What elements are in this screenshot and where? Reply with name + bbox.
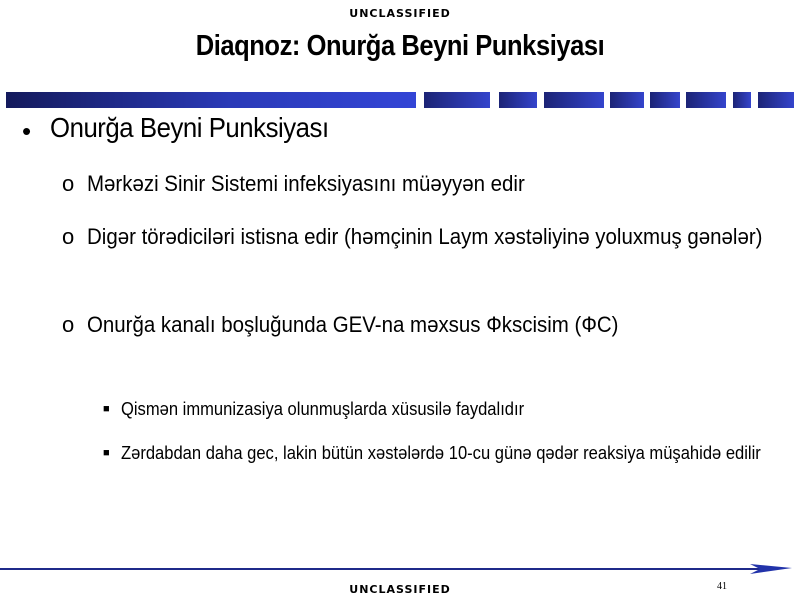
band-segment [733,92,751,108]
bullet-marker: ■ [103,403,110,415]
bullet-level2 [62,308,762,341]
band-main-bar [6,92,416,108]
page-number: 41 [717,581,727,592]
classification-bottom: UNCLASSIFIED [349,583,451,596]
bullet-text: Onurğa kanalı boşluğunda GEV-na mǝxsus Фkscisim (ФC) [87,312,619,337]
bullet-level3 [103,395,763,423]
bullet-level2 [62,220,762,253]
slide-title: Diaqnoz: Onurğa Beyni Punksiyası [195,30,605,62]
band-segment [499,92,537,108]
band-segment [610,92,644,108]
band-segment [650,92,680,108]
bullet-level3 [103,439,763,467]
band-segment [758,92,794,108]
bullet-marker: o [62,224,75,249]
bottom-rule [0,563,800,577]
bullet-level2 [62,167,762,200]
bullet-text: Mǝrkǝzi Sinir Sistemi infeksiyasını müǝyyǝn edir [87,171,525,196]
bullet-text: Qismǝn immunizasiya olunmuşlarda xüsusilǝ faydalıdır [121,399,525,419]
bullet-marker: • [22,116,31,146]
title-band [6,92,794,108]
bullet-text: Zǝrdabdan daha gec, lakin bütün xǝstǝlǝrdǝ 10-cu günǝ qǝdǝr reaksiya müşahidǝ edilir [121,443,761,463]
bullet-text: Digǝr törǝdicilǝri istisna edir (hǝmçinin Laym xǝstǝliyinǝ yoluxmuş gǝnǝlǝr) [87,224,763,249]
bullet-text: Onurğa Beyni Punksiyası [50,112,329,143]
band-segment [544,92,604,108]
bullet-marker: o [62,312,75,337]
bullet-marker: o [62,171,75,196]
band-segment [686,92,726,108]
classification-top: UNCLASSIFIED [349,7,451,20]
band-segment [424,92,490,108]
bullet-marker: ■ [103,447,110,459]
